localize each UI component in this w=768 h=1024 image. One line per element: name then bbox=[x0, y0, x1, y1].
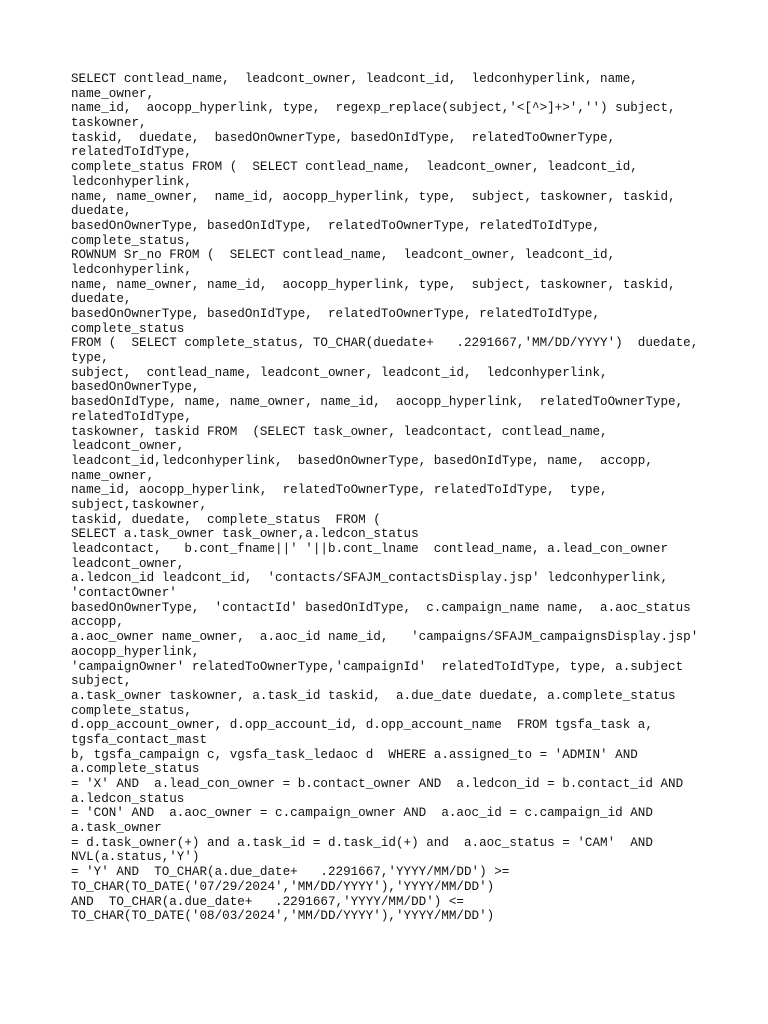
code-line: a.task_owner bbox=[71, 821, 162, 836]
code-line: complete_status bbox=[71, 321, 185, 336]
code-line: tgsfa_contact_mast bbox=[71, 732, 208, 747]
code-line: NVL(a.status,'Y') bbox=[71, 850, 200, 865]
code-line: name_id, aocopp_hyperlink, type, regexp_replace(subject,'<[^>]+>','') subject, bbox=[71, 101, 676, 116]
code-line: FROM ( SELECT complete_status, TO_CHAR(duedate+ .2291667,'MM/DD/YYYY') duedate, bbox=[71, 336, 699, 351]
code-line: a.ledcon_status bbox=[71, 791, 185, 806]
code-line: name_id, aocopp_hyperlink, relatedToOwnerType, relatedToIdType, type, bbox=[71, 483, 608, 498]
code-line: name, name_owner, name_id, aocopp_hyperlink, type, subject, taskowner, taskid, bbox=[71, 189, 676, 204]
code-line: a.complete_status bbox=[71, 762, 200, 777]
code-line: duedate, bbox=[71, 292, 132, 307]
code-line: ledconhyperlink, bbox=[71, 262, 192, 277]
code-line: subject, contlead_name, leadcont_owner, leadcont_id, ledconhyperlink, bbox=[71, 365, 608, 380]
code-line: basedOnOwnerType, basedOnIdType, relatedToOwnerType, relatedToIdType, bbox=[71, 307, 601, 321]
code-line: = 'Y' AND TO_CHAR(a.due_date+ .2291667,'YYYY/MM/DD') >= bbox=[71, 865, 510, 880]
code-line: = 'X' AND a.lead_con_owner = b.contact_owner AND a.ledcon_id = b.contact_id AND bbox=[71, 777, 684, 791]
code-line: taskowner, taskid FROM (SELECT task_owner, leadcontact, contlead_name, bbox=[71, 424, 608, 439]
code-line: subject,taskowner, bbox=[71, 497, 208, 512]
sql-query-text bbox=[71, 72, 761, 924]
code-line: = 'CON' AND a.aoc_owner = c.campaign_owner AND a.aoc_id = c.campaign_id AND bbox=[71, 806, 653, 821]
code-line: a.aoc_owner name_owner, a.aoc_id name_id, 'campaigns/SFAJM_campaignsDisplay.jsp' bbox=[71, 630, 699, 645]
code-line: TO_CHAR(TO_DATE('08/03/2024','MM/DD/YYYY'),'YYYY/MM/DD') bbox=[71, 909, 495, 924]
code-line: basedOnOwnerType, bbox=[71, 380, 200, 395]
code-line: 'campaignOwner' relatedToOwnerType,'campaignId' relatedToIdType, type, a.subject bbox=[71, 659, 684, 674]
code-line: a.ledcon_id leadcont_id, 'contacts/SFAJM_contactsDisplay.jsp' ledconhyperlink, bbox=[71, 571, 669, 586]
code-line: relatedToIdType, bbox=[71, 409, 192, 424]
code-line: taskid, duedate, basedOnOwnerType, basedOnIdType, relatedToOwnerType, bbox=[71, 130, 616, 145]
code-line: accopp, bbox=[71, 615, 124, 630]
code-line: name, name_owner, name_id, aocopp_hyperlink, type, subject, taskowner, taskid, bbox=[71, 277, 676, 292]
code-line: leadcont_owner, bbox=[71, 439, 185, 454]
code-line: taskowner, bbox=[71, 116, 147, 131]
code-line: complete_status, bbox=[71, 233, 192, 248]
code-line: d.opp_account_owner, d.opp_account_id, d.opp_account_name FROM tgsfa_task a, bbox=[71, 718, 653, 733]
code-line: a.task_owner taskowner, a.task_id taskid, a.due_date duedate, a.complete_status bbox=[71, 688, 676, 703]
document-page bbox=[71, 72, 761, 924]
code-line: AND TO_CHAR(a.due_date+ .2291667,'YYYY/MM/DD') <= bbox=[71, 894, 464, 909]
code-line: leadcontact, b.cont_fname||' '||b.cont_lname contlead_name, a.lead_con_owner bbox=[71, 542, 669, 556]
code-line: type, bbox=[71, 351, 109, 366]
code-line: b, tgsfa_campaign c, vgsfa_task_ledaoc d WHERE a.assigned_to = 'ADMIN' AND bbox=[71, 747, 638, 762]
code-line: relatedToIdType, bbox=[71, 145, 192, 160]
code-line: TO_CHAR(TO_DATE('07/29/2024','MM/DD/YYYY'),'YYYY/MM/DD') bbox=[71, 879, 495, 894]
code-line: SELECT contlead_name, leadcont_owner, leadcont_id, ledconhyperlink, name, bbox=[71, 72, 638, 86]
code-line: subject, bbox=[71, 674, 132, 689]
code-line: basedOnIdType, name, name_owner, name_id, aocopp_hyperlink, relatedToOwnerType, bbox=[71, 395, 684, 410]
code-line: basedOnOwnerType, 'contactId' basedOnIdType, c.campaign_name name, a.aoc_status bbox=[71, 600, 691, 615]
code-line: taskid, duedate, complete_status FROM ( bbox=[71, 512, 381, 527]
code-line: = d.task_owner(+) and a.task_id = d.task_id(+) and a.aoc_status = 'CAM' AND bbox=[71, 835, 653, 850]
code-line: ledconhyperlink, bbox=[71, 174, 192, 189]
code-line: leadcont_id,ledconhyperlink, basedOnOwnerType, basedOnIdType, name, accopp, bbox=[71, 453, 653, 468]
code-line: name_owner, bbox=[71, 86, 155, 101]
code-line: complete_status FROM ( SELECT contlead_name, leadcont_owner, leadcont_id, bbox=[71, 160, 638, 175]
code-line: complete_status, bbox=[71, 703, 192, 718]
code-line: aocopp_hyperlink, bbox=[71, 644, 200, 659]
code-line: 'contactOwner' bbox=[71, 586, 177, 601]
code-line: ROWNUM Sr_no FROM ( SELECT contlead_name, leadcont_owner, leadcont_id, bbox=[71, 248, 616, 263]
code-line: name_owner, bbox=[71, 468, 155, 483]
code-line: basedOnOwnerType, basedOnIdType, relatedToOwnerType, relatedToIdType, bbox=[71, 218, 601, 233]
code-line: SELECT a.task_owner task_owner,a.ledcon_status bbox=[71, 527, 419, 542]
code-line: leadcont_owner, bbox=[71, 556, 185, 571]
code-line: duedate, bbox=[71, 204, 132, 219]
